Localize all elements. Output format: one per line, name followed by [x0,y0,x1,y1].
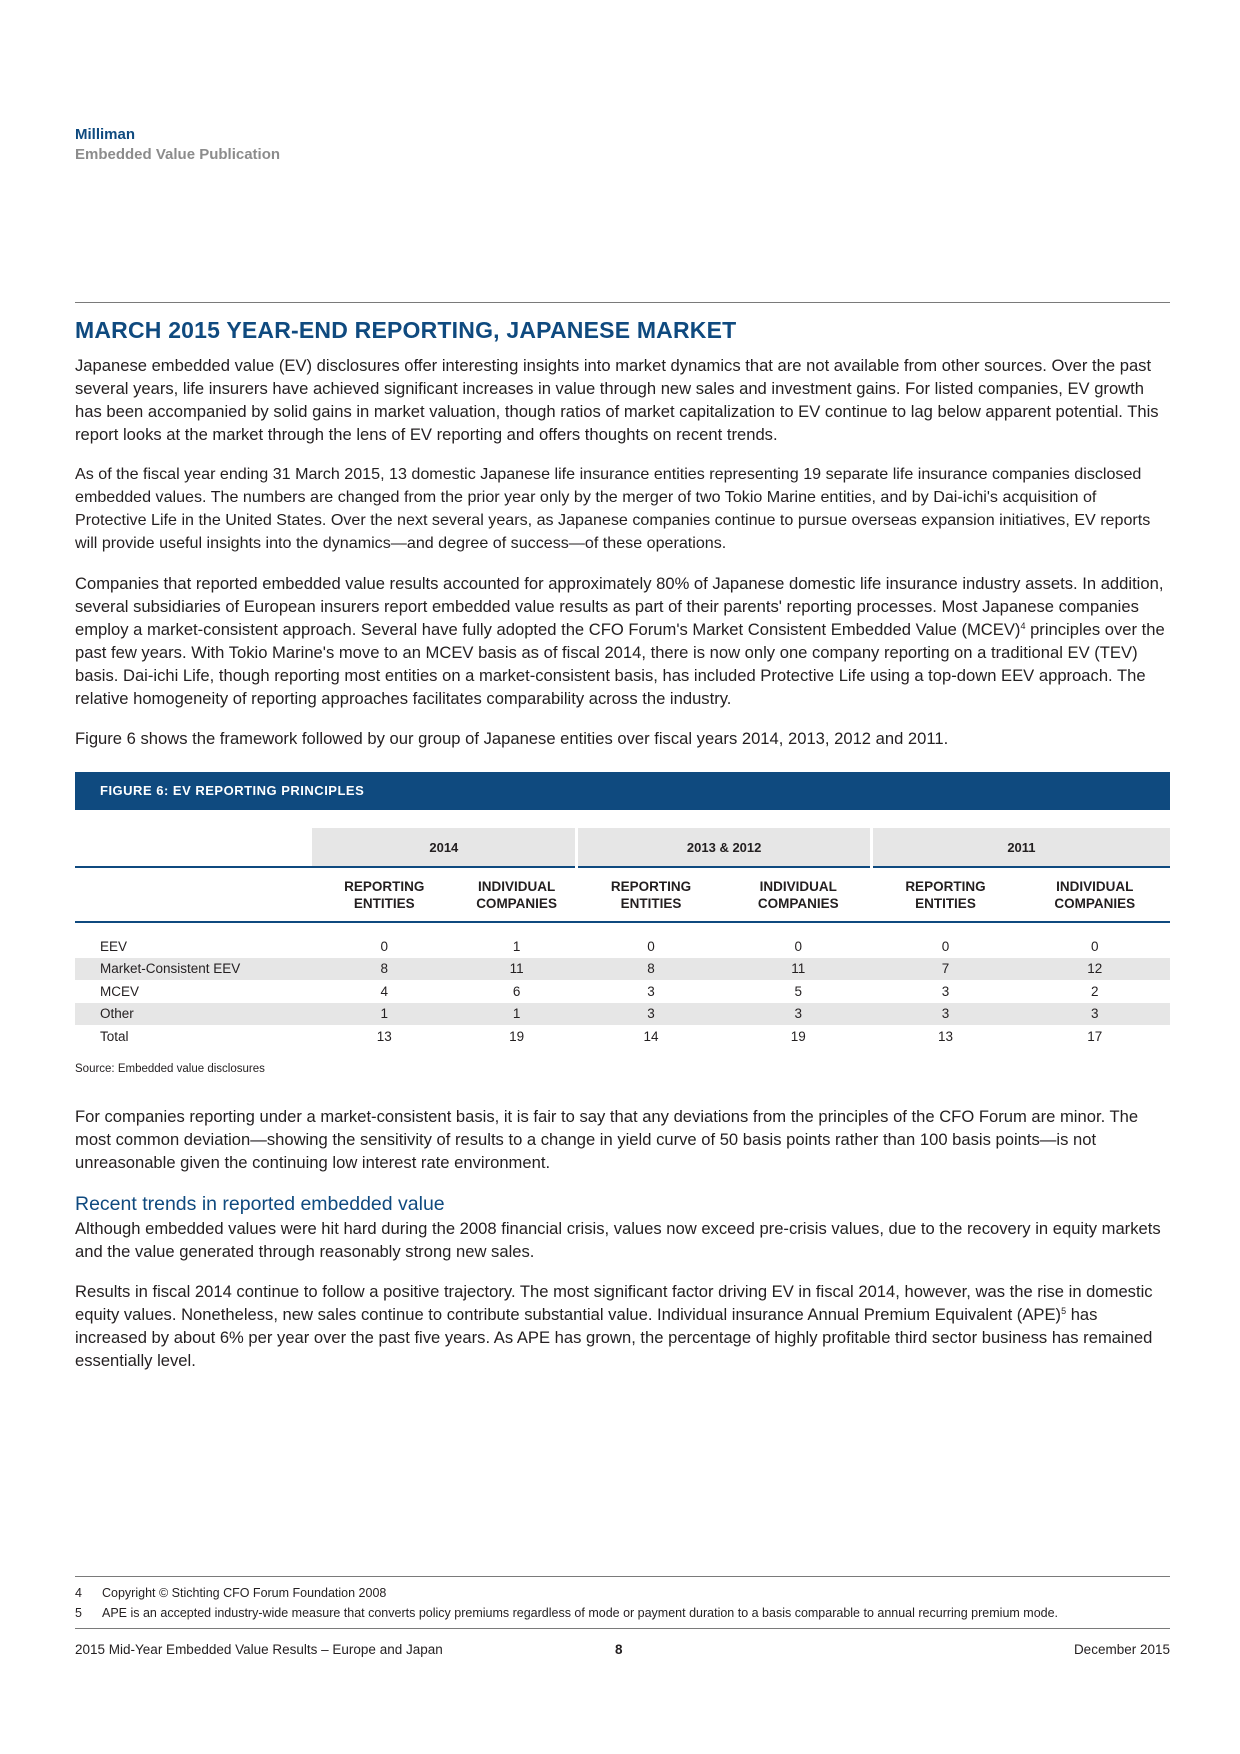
table-cell: 8 [577,958,725,981]
footer-divider [75,1628,1170,1629]
footer-date: December 2015 [1073,1642,1170,1657]
table-cell: 3 [941,983,950,999]
column-header: INDIVIDUAL COMPANIES [1020,867,1170,922]
paragraph-deviations: For companies reporting under a market-consistent basis, it is fair to say that any deviations from the principles of the CFO Forum are minor. The most common deviation—showing the sensitivity of results to a change in yield curve of 50 basis points rather than 100 basis points—is not unreasonable given the continuing low interest rate environment. [75,1106,1139,1172]
paragraph-trends-2-text-2: has increased by about 6% per year over the past five years. As APE has grown, the percentage of highly profitable third sector business has remained essentially level. [75,1304,1153,1370]
page-header [75,125,280,165]
section-divider [75,302,1170,303]
table-cell: 2 [1091,983,1099,999]
footer-title: 2015 Mid-Year Embedded Value Results – Europe and Japan [75,1642,443,1657]
year-group-header: 2014 [312,828,577,867]
footnote [75,1603,1170,1623]
table-cell: 0 [794,938,803,954]
table-corner-cell [75,828,312,867]
footnotes [75,1576,1170,1629]
subsection-heading: Recent trends in reported embedded value [75,1192,445,1215]
table-row [75,1025,1170,1048]
paragraph-trends-2 [75,1280,1170,1372]
row-label: Other [75,1003,312,1026]
main-content [75,302,1170,1389]
row-label: MCEV [100,983,140,999]
brand-name: Milliman [75,126,136,143]
table-row [75,980,1170,1003]
footnote-ref-5: 5 [1061,1305,1067,1316]
table-cell: 19 [509,1028,525,1044]
row-label: Market-Consistent EEV [75,958,312,981]
paragraph-intro: Japanese embedded value (EV) disclosures offer interesting insights into market dynamics that are not available from other sources. Over the past several years, life insurers have achieved significant increases in value through new sales and investment gains. For listed companies, EV growth has been accompanied by solid gains in market valuation, though ratios of market capitalization to EV continue to lag below apparent potential. This report looks at the market through the lens of EV reporting and offers thoughts on recent trends. [75,356,1159,444]
table-cell: 3 [647,983,655,999]
table-cell: 17 [1087,1028,1103,1044]
table-cell: 0 [941,938,950,954]
publication-name: Embedded Value Publication [75,146,281,163]
paragraph-trends-1: Although embedded values were hit hard during the 2008 financial crisis, values now exceed pre-crisis values, due to the recovery in equity markets and the value generated through reasonably strong new sales. [75,1218,1161,1261]
table-cell: 5 [794,983,803,999]
table-cell: 3 [725,1003,871,1026]
column-header: REPORTING ENTITIES [577,867,725,922]
paragraph-fiscal-year: As of the fiscal year ending 31 March 2015, 13 domestic Japanese life insurance entities representing 19 separate life insurance companies disclosed embedded values. The numbers are changed from the prior year only by the merger of two Tokio Marine entities, and by Dai-ichi's acquisition of Protective Life in the United States. Over the next several years, as Japanese companies continue to pursue overseas expansion initiatives, EV reports will provide useful insights into the dynamics—and degree of success—of these operations. [75,465,1151,552]
table-cell: 0 [647,938,655,954]
table-cell: 6 [512,983,521,999]
footnote-text: Copyright © Stichting CFO Forum Foundation 2008 [102,1586,387,1600]
paragraph-figure-intro: Figure 6 shows the framework followed by our group of Japanese entities over fiscal years 2014, 2013, 2012 and 2011. [75,729,949,748]
table-cell: 11 [725,958,871,981]
year-group-header: 2011 [871,828,1170,867]
table-cell: 0 [380,938,388,954]
table-cell: 3 [1020,1003,1170,1026]
paragraph-companies-text-1: Companies that reported embedded value results accounted for approximately 80% of Japanese domestic life insurance industry assets. In addition, several subsidiaries of European insurers report embedded value results as part of their parents' reporting processes. Most Japanese companies employ a market-consistent approach. Several have fully adopted the CFO Forum's Market Consistent Embedded Value (MCEV) [75,574,1164,639]
row-label: Total [100,1028,129,1044]
section-title: MARCH 2015 YEAR-END REPORTING, JAPANESE MARKET [75,317,737,343]
footnote-ref-4: 4 [1020,621,1026,631]
table-year-header-row [75,828,1170,867]
table-cell: 1 [312,1003,456,1026]
column-header: REPORTING ENTITIES [871,867,1019,922]
table-cell: 12 [1020,958,1170,981]
footnote-text: APE is an accepted industry-wide measure that converts policy premiums regardless of mode or payment duration to a basis comparable to annual recurring premium mode. [102,1606,1059,1620]
ev-principles-table [75,828,1170,1048]
paragraph-trends-2-text-1: Results in fiscal 2014 continue to follow a positive trajectory. The most significant factor driving EV in fiscal 2014, however, was the rise in domestic equity values. Nonetheless, new sales continue to contribute substantial value. Individual insurance Annual Premium Equivalent (APE) [75,1281,1153,1324]
table-cell: 3 [577,1003,725,1026]
table-cell: 11 [456,958,577,981]
column-header: INDIVIDUAL COMPANIES [725,867,871,922]
table-label-header [75,867,312,922]
page-number: 8 [615,1642,623,1657]
figure-source: Source: Embedded value disclosures [75,1062,265,1075]
table-cell: 3 [871,1003,1019,1026]
table-row [75,1003,1170,1026]
figure-title: FIGURE 6: EV REPORTING PRINCIPLES [75,772,1170,810]
footnote [75,1583,1170,1603]
paragraph-companies-text-2: principles over the past few years. With Tokio Marine's move to an MCEV basis as of fiscal 2014, there is now only one company reporting on a traditional EV (TEV) basis. Dai-ichi Life, though reporting most entities on a market-consistent basis, has included Protective Life using a top-down EEV approach. The relative homogeneity of reporting approaches facilitates comparability across the industry. [75,620,1165,708]
paragraph-companies [75,572,1170,710]
table-cell: 8 [312,958,456,981]
footnote-divider [75,1576,1170,1577]
table-row [75,922,1170,958]
row-label: EEV [100,938,128,954]
table-cell: 7 [871,958,1019,981]
table-cell: 4 [380,983,388,999]
table-cell: 19 [790,1028,806,1044]
column-header: INDIVIDUAL COMPANIES [456,867,577,922]
column-header: REPORTING ENTITIES [312,867,456,922]
table-cell: 0 [1091,938,1099,954]
footnote-number: 5 [75,1606,82,1620]
table-cell: 13 [937,1028,953,1044]
year-group-header: 2013 & 2012 [577,828,871,867]
table-cell: 1 [512,938,521,954]
table-sub-header-row [75,867,1170,922]
table-cell: 13 [376,1028,392,1044]
table-cell: 14 [643,1028,659,1044]
table-cell: 1 [456,1003,577,1026]
table-row [75,958,1170,981]
footnote-number: 4 [75,1586,82,1600]
